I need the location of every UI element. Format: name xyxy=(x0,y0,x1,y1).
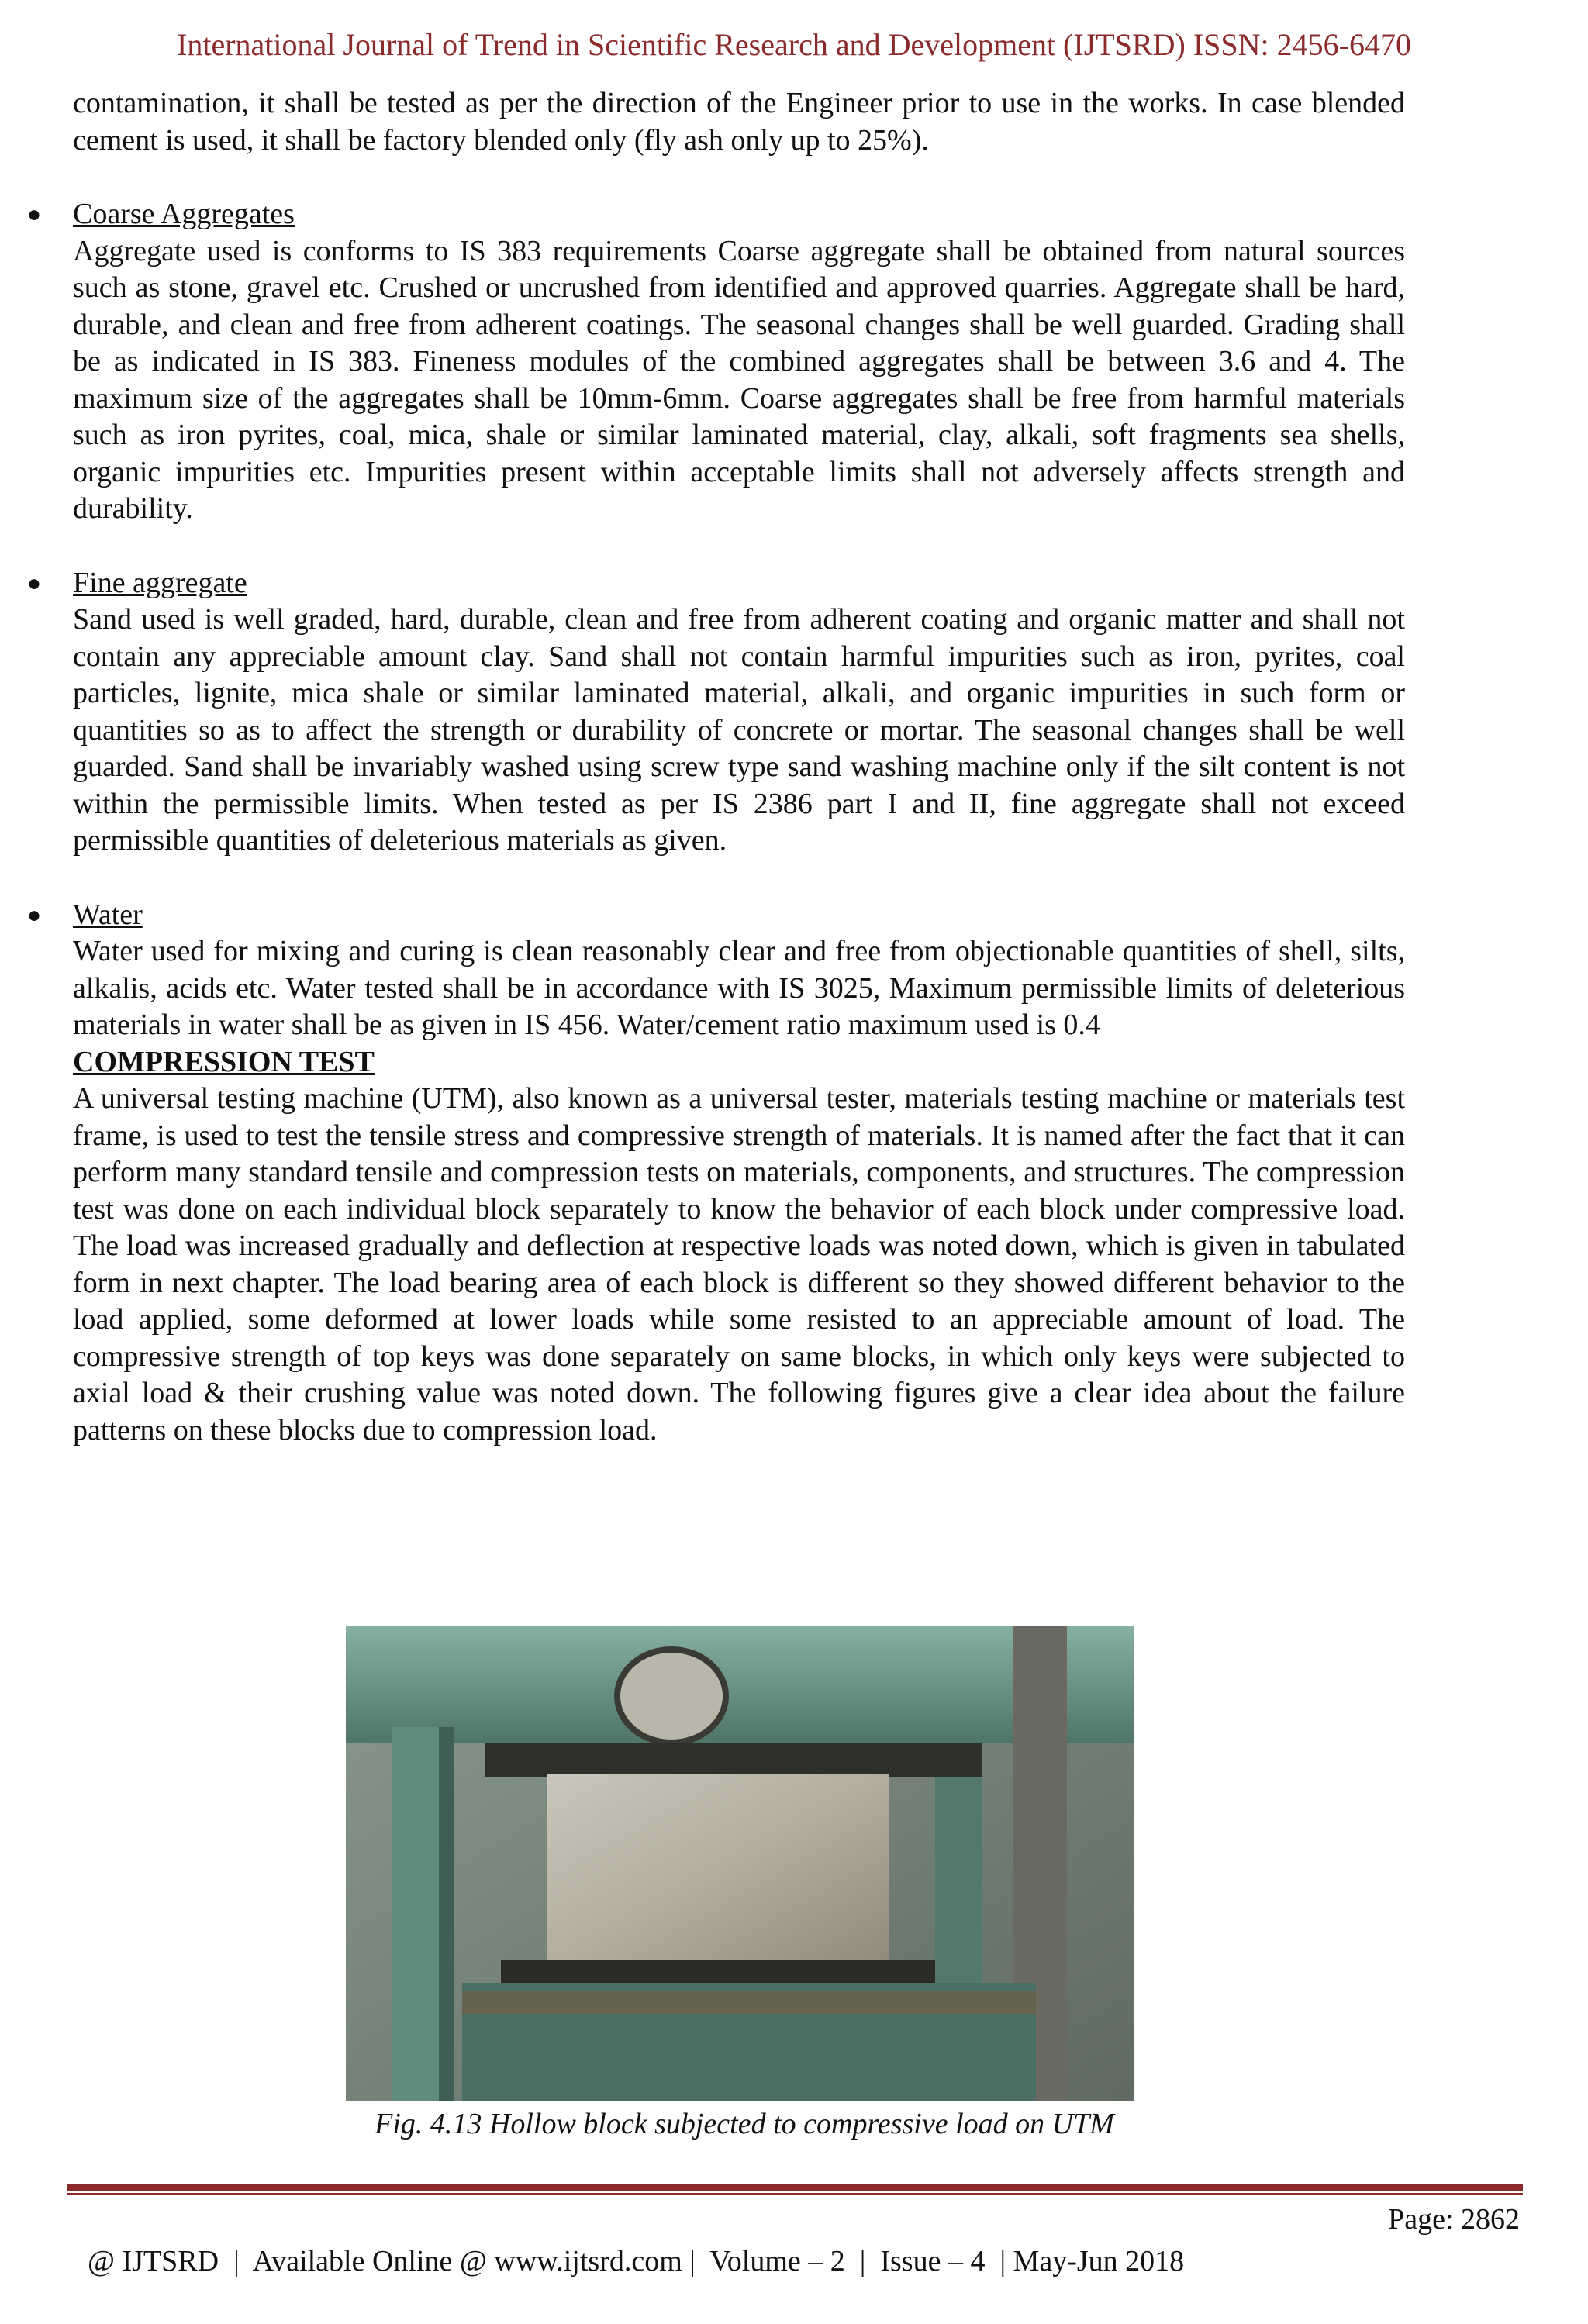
footer-rule-thin xyxy=(67,2193,1523,2195)
page-number: Page: 2862 xyxy=(1388,2203,1520,2236)
compression-paragraph: A universal testing machine (UTM), also known as a universal tester, materials testing machine or materials test frame, is used to test the tensile stress and compressive strength of materials. It is named after the fact that it can perform many standard tensile and compression tests on materials, components, and structures. The compression test was done on each individual block separately to know the behavior of each block under compressive load. The load was increased gradually and deflection at respective loads was noted down, which is given in tabulated form in next chapter. The load bearing area of each block is different so they showed different behavior to the load applied, some deformed at lower loads while some resisted to an appreciable amount of load. The compressive strength of top keys was done separately on same blocks, in which only keys were subjected to axial load & their crushing value was noted down. The following figures give a clear idea about the failure patterns on these blocks due to compression load. xyxy=(73,1082,1405,1446)
material-item-water xyxy=(27,897,1405,1044)
page-footer xyxy=(73,2198,1520,2324)
footer-text: @ IJTSRD | Available Online @ www.ijtsrd.com | Volume – 2 | Issue – 4 | May-Jun 2018 xyxy=(88,2245,1185,2277)
bullet-icon: ● xyxy=(27,902,42,928)
running-header: International Journal of Trend in Scientific Research and Development (IJTSRD) ISSN: 2456-6470 xyxy=(177,27,1411,62)
material-item-coarse-aggregates xyxy=(27,196,1405,528)
material-text: Aggregate used is conforms to IS 383 requirements Coarse aggregate shall be obtained from natural sources such as stone, gravel etc. Crushed or uncrushed from identified and approved quarries. Aggregate shall be hard, durable, and clean and free from adherent coatings. The seasonal changes shall be well guarded. Grading shall be as indicated in IS 383. Fineness modules of the combined aggregates shall be between 3.6 and 4. The maximum size of the aggregates shall be 10mm-6mm. Coarse aggregates shall be free from harmful materials such as iron pyrites, coal, mica, shale or similar laminated material, clay, alkali, soft fragments sea shells, organic impurities etc. Impurities present within acceptable limits shall not adversely affects strength and durability. xyxy=(73,234,1405,525)
machine-dial xyxy=(617,1650,726,1743)
hollow-block xyxy=(547,1774,889,1967)
material-title: Water xyxy=(73,898,143,931)
material-item-fine-aggregate xyxy=(27,565,1405,860)
material-text: Water used for mixing and curing is clean reasonably clear and free from objectionable quantities of shell, silts, alkalis, acids etc. Water tested shall be in accordance with IS 3025, Maximum permissible limits of deleterious materials in water shall be as given in IS 456. Water/cement ratio maximum used is 0.4 xyxy=(73,935,1405,1041)
material-title: Coarse Aggregates xyxy=(73,198,295,230)
bullet-icon: ● xyxy=(27,202,42,227)
intro-paragraph: contamination, it shall be tested as per the direction of the Engineer prior to use in the works. In case blended cement is used, it shall be factory blended only (fly ash only up to 25%). xyxy=(73,87,1405,157)
bullet-icon: ● xyxy=(27,570,42,596)
footer-rule xyxy=(67,2184,1523,2191)
upper-platen xyxy=(485,1743,982,1777)
left-screw-column xyxy=(392,1727,447,2101)
utm-photo xyxy=(346,1626,1134,2101)
material-text: Sand used is well graded, hard, durable, clean and free from adherent coating and organic matter and shall not contain any appreciable amount clay. Sand shall not contain harmful impurities such as iron, pyrites, coal particles, lignite, mica shale or similar laminated material, alkali, and organic impurities in such form or quantities so as to affect the strength or durability of concrete or mortar. The seasonal changes shall be well guarded. Sand shall be invariably washed using screw type sand washing machine only if the silt content is not within the permissible limits. When tested as per IS 2386 part I and II, fine aggregate shall not exceed permissible quantities of deleterious materials as given. xyxy=(73,603,1405,857)
material-title: Fine aggregate xyxy=(73,566,247,599)
section-heading-compression-test: COMPRESSION TEST xyxy=(73,1045,375,1078)
page-body xyxy=(27,85,1405,1449)
figure-caption: Fig. 4.13 Hollow block subjected to compressive load on UTM xyxy=(375,2108,1114,2140)
rust-band xyxy=(462,1991,1036,2014)
left-column-shadow xyxy=(439,1727,454,2101)
